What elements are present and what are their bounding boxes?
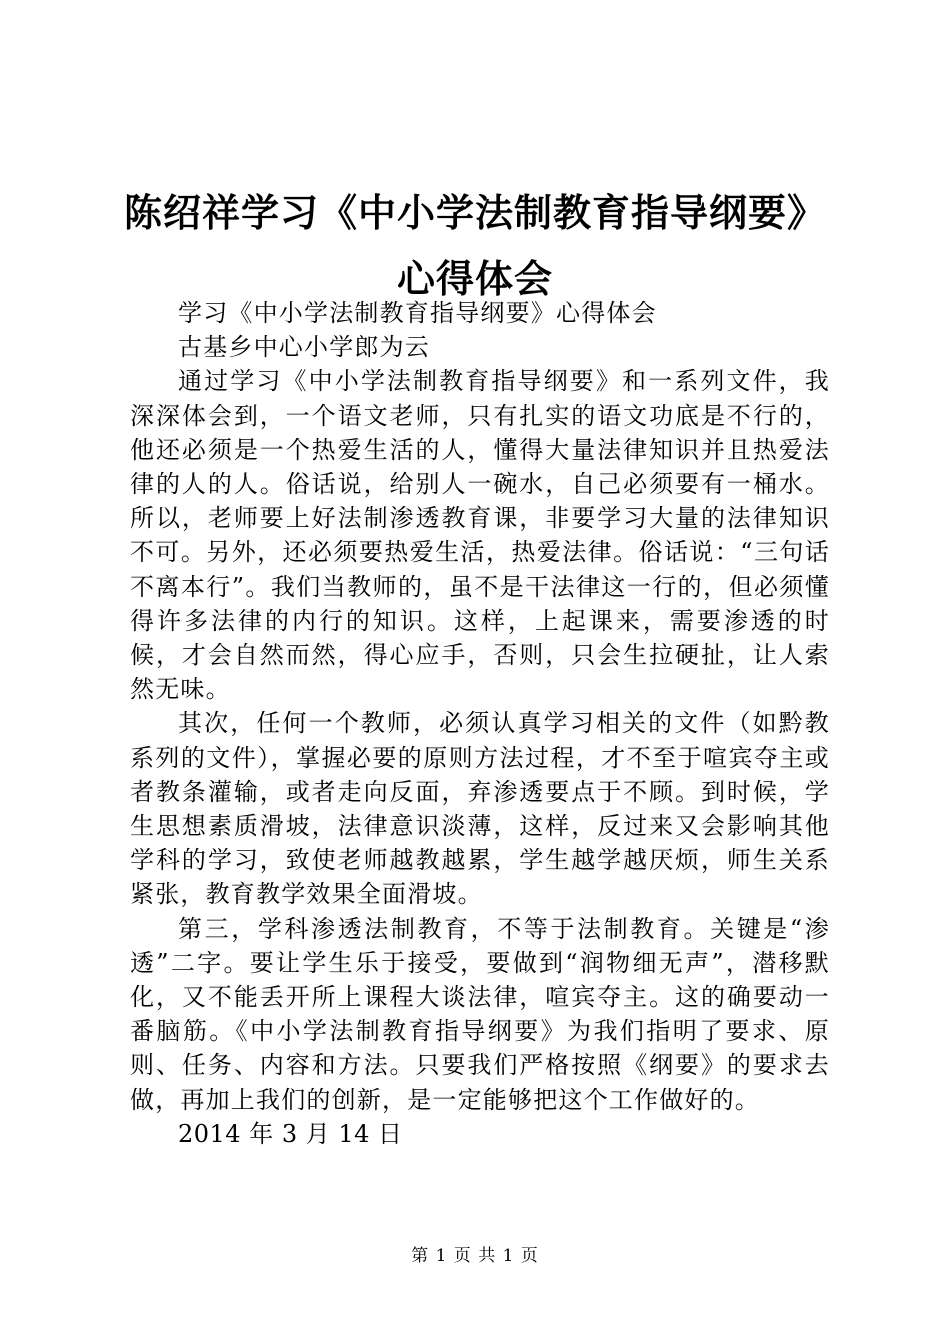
document-author: 古基乡中心小学郎为云 [178,333,430,362]
document-title: 陈绍祥学习《中小学法制教育指导纲要》心得体会 [123,190,826,301]
paragraph-2: 其次，任何一个教师，必须认真学习相关的文件（如黔教系列的文件），掌握必要的原则方法过程，才不至于喧宾夺主或者教条灌输，或者走向反面，弃渗透要点于不顾。到时候，学生思想素质滑坡，法律意识淡薄，这样，反过来又会影响其他学科的学习，致使老师越教越累，学生越学越厌烦，师生关系紧张，教育教学效果全面滑坡。 [130,709,830,909]
document-body [130,296,830,1151]
paragraph-1: 通过学习《中小学法制教育指导纲要》和一系列文件，我深深体会到，一个语文老师，只有扎实的语文功底是不行的，他还必须是一个热爱生活的人，懂得大量法律知识并且热爱法律的人的人。俗话说，给别人一碗水，自己必须要有一桶水。所以，老师要上好法制渗透教育课，非要学习大量的法律知识不可。另外，还必须要热爱生活，热爱法律。俗话说：“三句话不离本行”。我们当教师的，虽不是干法律这一行的，但必须懂得许多法律的内行的知识。这样，上起课来，需要渗透的时候，才会自然而然，得心应手，否则，只会生拉硬扯，让人索然无味。 [130,367,830,704]
paragraph-3: 第三，学科渗透法制教育，不等于法制教育。关键是“渗透”二字。要让学生乐于接受，要做到“润物细无声”，潜移默化，又不能丢开所上课程大谈法律，喧宾夺主。这的确要动一番脑筋。《中小学法制教育指导纲要》为我们指明了要求、原则、任务、内容和方法。只要我们严格按照《纲要》的要求去做，再加上我们的创新，是一定能够把这个工作做好的。 [130,914,830,1114]
page-footer: 第 1 页 共 1 页 [411,1246,539,1266]
document-date: 2014 年 3 月 14 日 [178,1119,403,1148]
document-subtitle: 学习《中小学法制教育指导纲要》心得体会 [178,299,657,327]
